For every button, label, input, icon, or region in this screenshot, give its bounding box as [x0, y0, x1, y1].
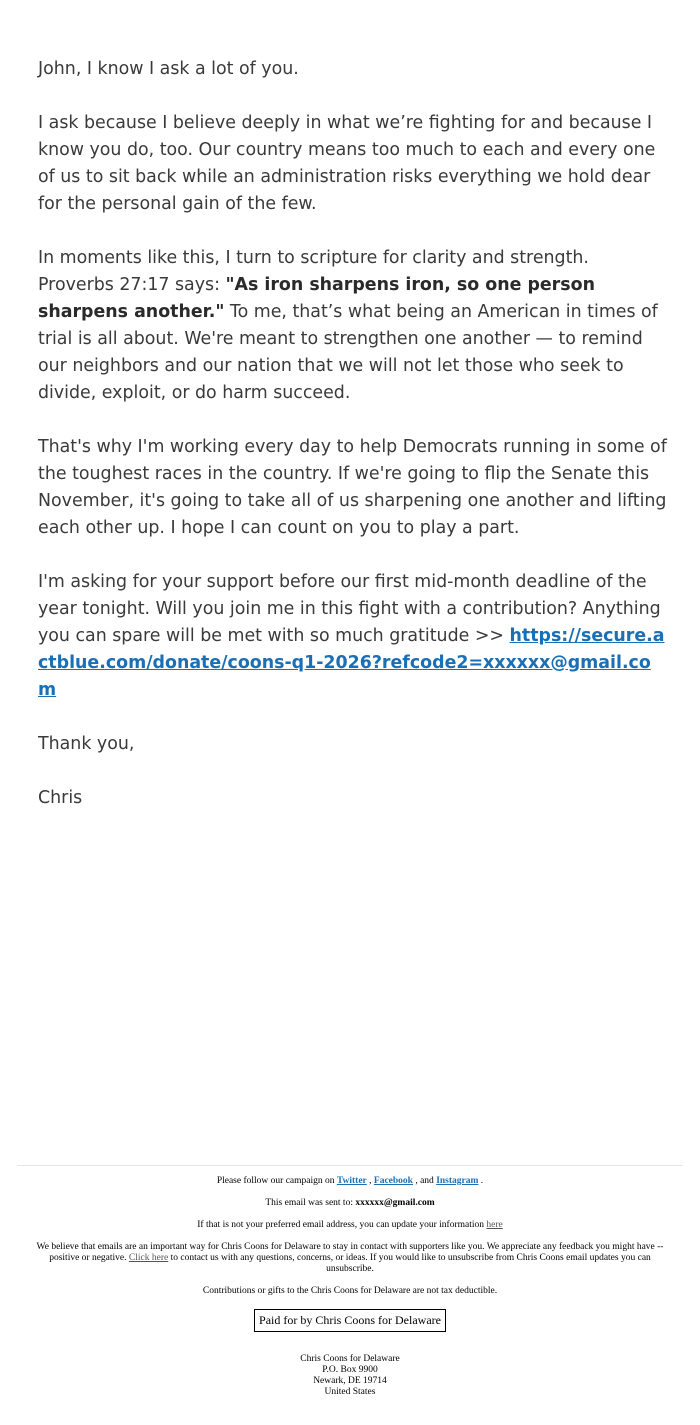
greeting-paragraph: John, I know I ask a lot of you. [38, 59, 299, 79]
scripture-reflection: To me, that’s what being an American in times of trial is all about. We're meant to strengthen one another — to remind our neighbors and our nation that we will not let those who seek to divide, exploit, or do harm succeed. [38, 302, 658, 403]
footer-divider [17, 1165, 683, 1166]
update-text: If that is not your preferred email address, you can update your information [197, 1220, 487, 1230]
address-city: Newark, DE 19714 [313, 1376, 387, 1386]
email-footer [30, 1176, 670, 1398]
instagram-link[interactable]: Instagram [436, 1176, 479, 1186]
scripture-intro: In moments like this, I turn to scripture for clarity and strength. Proverbs 27:17 says: [38, 248, 589, 295]
sent-to-label: This email was sent to: [265, 1198, 356, 1208]
contact-link[interactable]: Click here [128, 1253, 169, 1263]
sent-to-line [30, 1198, 670, 1209]
email-body [38, 56, 668, 839]
closing: Thank you, [38, 734, 135, 754]
update-line [30, 1220, 670, 1231]
paragraph-ask [38, 569, 668, 704]
unsubscribe-text: to contact us with any questions, concerns, or ideas. If you would like to unsubscribe from Chris Coons email updates you can unsubscribe. [168, 1253, 651, 1274]
tax-note: Contributions or gifts to the Chris Coons for Delaware are not tax deductible. [202, 1286, 498, 1296]
paragraph-scripture [38, 245, 668, 407]
update-info-link[interactable]: here [486, 1220, 503, 1230]
follow-text: Please follow our campaign on [216, 1176, 337, 1186]
follow-line [30, 1176, 670, 1187]
separator: , [366, 1176, 374, 1186]
feedback-paragraph [30, 1242, 670, 1275]
feedback-text: We believe that emails are an important way for Chris Coons for Delaware to stay in contact with supporters like you. We appreciate any feedback you might have -- positive or negative. [36, 1242, 664, 1263]
scripture-quote: "As iron sharpens iron, so one person sharpens another." [38, 275, 595, 322]
follow-suffix: . [478, 1176, 484, 1186]
separator: , and [412, 1176, 437, 1186]
facebook-link[interactable]: Facebook [373, 1176, 413, 1186]
donate-link[interactable]: https://secure.actblue.com/donate/coons-q1-2026?refcode2=xxxxxx@gmail.com [38, 626, 665, 700]
address-po-box: P.O. Box 9900 [322, 1365, 378, 1375]
paid-for-disclaimer: Paid for by Chris Coons for Delaware [254, 1309, 446, 1332]
mailing-address [30, 1354, 670, 1398]
paragraph-senate: That's why I'm working every day to help Democrats running in some of the toughest races in the country. If we're going to flip the Senate this November, it's going to take all of us sharpening one another and lifting each other up. I hope I can count on you to play a part. [38, 437, 667, 538]
signature: Chris [38, 788, 83, 808]
ask-text: I'm asking for your support before our first mid-month deadline of the year tonight. Will you join me in this fight with a contribution? Anything you can spare will be met with so much gratitude >> [38, 572, 661, 646]
address-country: United States [324, 1387, 376, 1397]
twitter-link[interactable]: Twitter [336, 1176, 367, 1186]
paragraph-belief: I ask because I believe deeply in what we’re fighting for and because I know you do, too. Our country means too much to each and every one of us to sit back while an administration risks everything we hold dear for the personal gain of the few. [38, 113, 656, 214]
recipient-email: xxxxxx@gmail.com [355, 1198, 435, 1208]
address-name: Chris Coons for Delaware [300, 1354, 400, 1364]
